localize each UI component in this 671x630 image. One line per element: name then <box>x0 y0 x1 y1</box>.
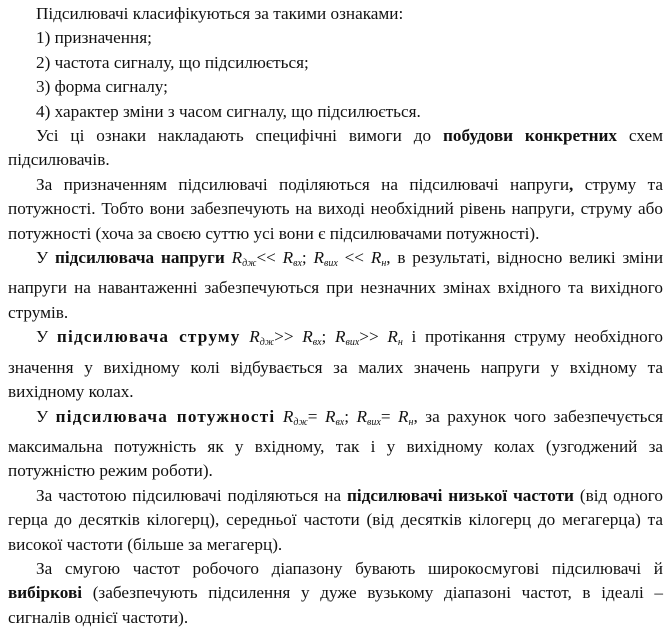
text: Усі ці ознаки накладають специфічні вимоги до <box>36 126 444 146</box>
list-item: 4) характер зміни з часом сигналу, що підсилюється. <box>36 101 421 121</box>
bold-term: підсилювача струму <box>56 327 241 347</box>
formula-subscript: н <box>397 337 403 349</box>
bandwidth-paragraph <box>8 557 663 630</box>
formula-subscript: дж <box>242 258 257 270</box>
text: струму та потужності. Тобто вони забезпечують на виході необхідний рівень напруги, струму або потужності (хоча за своєю суттю усі вони є підсилювачами потужності). <box>8 174 664 243</box>
formula-r: R <box>356 406 368 426</box>
text: (забезпечують підсилення у дуже вузькому діапазоні частот, в ідеалі – сигналів однієї частоти). <box>8 583 663 627</box>
formula-r: R <box>282 406 294 426</box>
formula-r: R <box>302 327 313 347</box>
formula-relation: = <box>307 406 318 426</box>
text: За смугою частот робочого діапазону бувають широкосмугові підсилювачі й <box>36 558 663 578</box>
formula-relation: >> <box>274 327 294 347</box>
frequency-paragraph <box>8 484 663 557</box>
formula-r: R <box>249 327 260 347</box>
formula-relation: = <box>380 406 391 426</box>
text: і протікання струму необхідного значення у вихідному колі відбувається за малих значень напруги у вхідному та вихідному колах. <box>8 327 663 402</box>
bold-term: вибіркові <box>8 583 83 603</box>
bold-comma: , <box>569 174 574 194</box>
formula-subscript: дж <box>293 416 308 428</box>
current-amplifier-paragraph <box>8 325 663 404</box>
text: За частотою підсилювачі поділяються на <box>36 485 348 505</box>
formula-r: R <box>370 248 382 268</box>
formula-relation: >> <box>359 327 379 347</box>
intro-paragraph: Підсилювачі класифікуються за такими ознаками: <box>36 4 404 23</box>
formula-subscript: вх <box>335 416 345 428</box>
formula-subscript: вих <box>324 258 338 270</box>
text: У <box>36 248 55 268</box>
formula-subscript: вих <box>367 416 381 428</box>
voltage-amplifier-paragraph <box>8 246 663 325</box>
list-item: 1) призначення; <box>36 28 152 48</box>
purpose-paragraph <box>8 173 663 246</box>
formula-separator: ; <box>344 406 350 426</box>
text: , в результаті, відносно великі зміни напруги на навантаженні забезпечуються при незначних змінах вхідного та вихідного струмів. <box>8 248 664 322</box>
formula-r: R <box>282 248 294 268</box>
text: За призначенням підсилювачі поділяються на підсилювачі напруги <box>36 174 570 194</box>
list-item: 3) форма сигналу; <box>36 77 168 97</box>
requirements-paragraph <box>8 124 663 173</box>
formula-r: R <box>231 248 243 268</box>
formula-separator: ; <box>321 327 327 347</box>
bold-term: підсилювачі низької частоти <box>347 485 574 505</box>
formula-subscript: вх <box>312 337 322 349</box>
formula-subscript: н <box>381 258 387 270</box>
text: У <box>36 327 57 347</box>
text: , за рахунок чого забезпечується максимальна потужність як у вхідному, так і у вихідному колах (узгоджений за потужністю режим роботи). <box>8 406 664 481</box>
bold-term: підсилювача напруги <box>54 248 225 268</box>
formula-relation: << <box>344 248 364 268</box>
list-item: 2) частота сигналу, що підсилюється; <box>36 52 309 72</box>
formula-subscript: вх <box>293 258 302 270</box>
formula-relation: << <box>256 248 276 268</box>
formula-separator: ; <box>301 248 307 268</box>
text: схем підсилювачів. <box>8 126 663 170</box>
formula-r: R <box>334 327 346 347</box>
power-amplifier-paragraph <box>8 405 663 484</box>
formula-r: R <box>398 406 409 426</box>
bold-term: побудови конкретних <box>443 126 618 146</box>
formula-subscript: н <box>408 416 414 428</box>
formula-r: R <box>324 406 336 426</box>
formula-r: R <box>387 327 398 347</box>
text: (від одного герца до десятків кілогерц), середньої частоти (від десятків кілогерц до мегагерца) та високої частоти (більше за мегагерц). <box>8 485 663 554</box>
text: У <box>36 406 56 426</box>
formula-subscript: дж <box>259 337 275 349</box>
formula-r: R <box>313 248 325 268</box>
formula-subscript: вих <box>345 337 360 349</box>
classification-list <box>8 26 663 124</box>
bold-term: підсилювача потужності <box>55 406 276 426</box>
